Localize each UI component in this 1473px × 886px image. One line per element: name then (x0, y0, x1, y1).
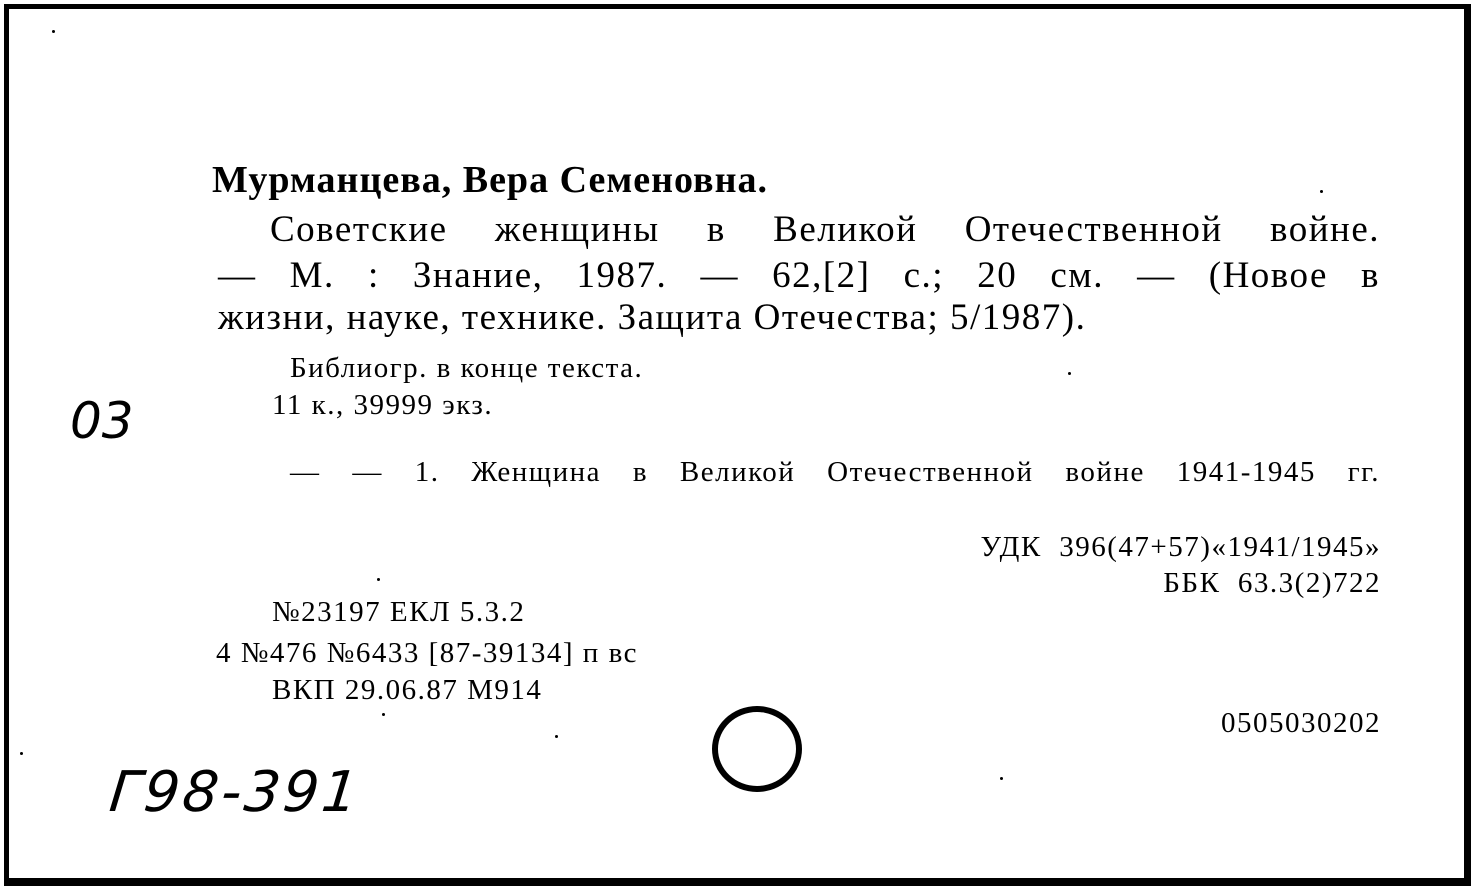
speck (20, 752, 23, 755)
udc-index: УДК 396(47+57)«1941/1945» (980, 531, 1381, 563)
speck (377, 578, 380, 581)
handwritten-shelf-mark: Г98-391 (106, 760, 364, 825)
speck (555, 735, 558, 738)
service-line-1: №23197 ЕКЛ 5.3.2 (272, 596, 526, 628)
handwritten-mark-top: 03 (70, 392, 134, 450)
punch-hole-circle (712, 706, 802, 792)
bbk-index: ББК 63.3(2)722 (1163, 567, 1381, 599)
price-print-run: 11 к., 39999 экз. (272, 389, 494, 421)
subject-heading: — — 1. Женщина в Великой Отечественной войне 1941-1945 гг. (290, 456, 1380, 488)
service-line-3: ВКП 29.06.87 М914 (272, 674, 543, 706)
speck (382, 713, 385, 716)
author-heading: Мурманцева, Вера Семеновна. (212, 159, 768, 201)
speck (1320, 190, 1323, 193)
speck (1000, 777, 1003, 780)
speck (1068, 372, 1071, 375)
speck (52, 30, 55, 33)
title-line-3: жизни, науке, технике. Защита Отечества; 5/1987). (218, 297, 1087, 338)
card-code: 0505030202 (1221, 707, 1381, 739)
title-line-1: Советские женщины в Великой Отечественной войне. (270, 209, 1380, 250)
title-line-2: — М. : Знание, 1987. — 62,[2] с.; 20 см. — (Новое в (218, 255, 1380, 296)
service-line-2: 4 №476 №6433 [87-39134] п вс (216, 637, 638, 669)
bibliography-note: Библиогр. в конце текста. (290, 352, 644, 384)
